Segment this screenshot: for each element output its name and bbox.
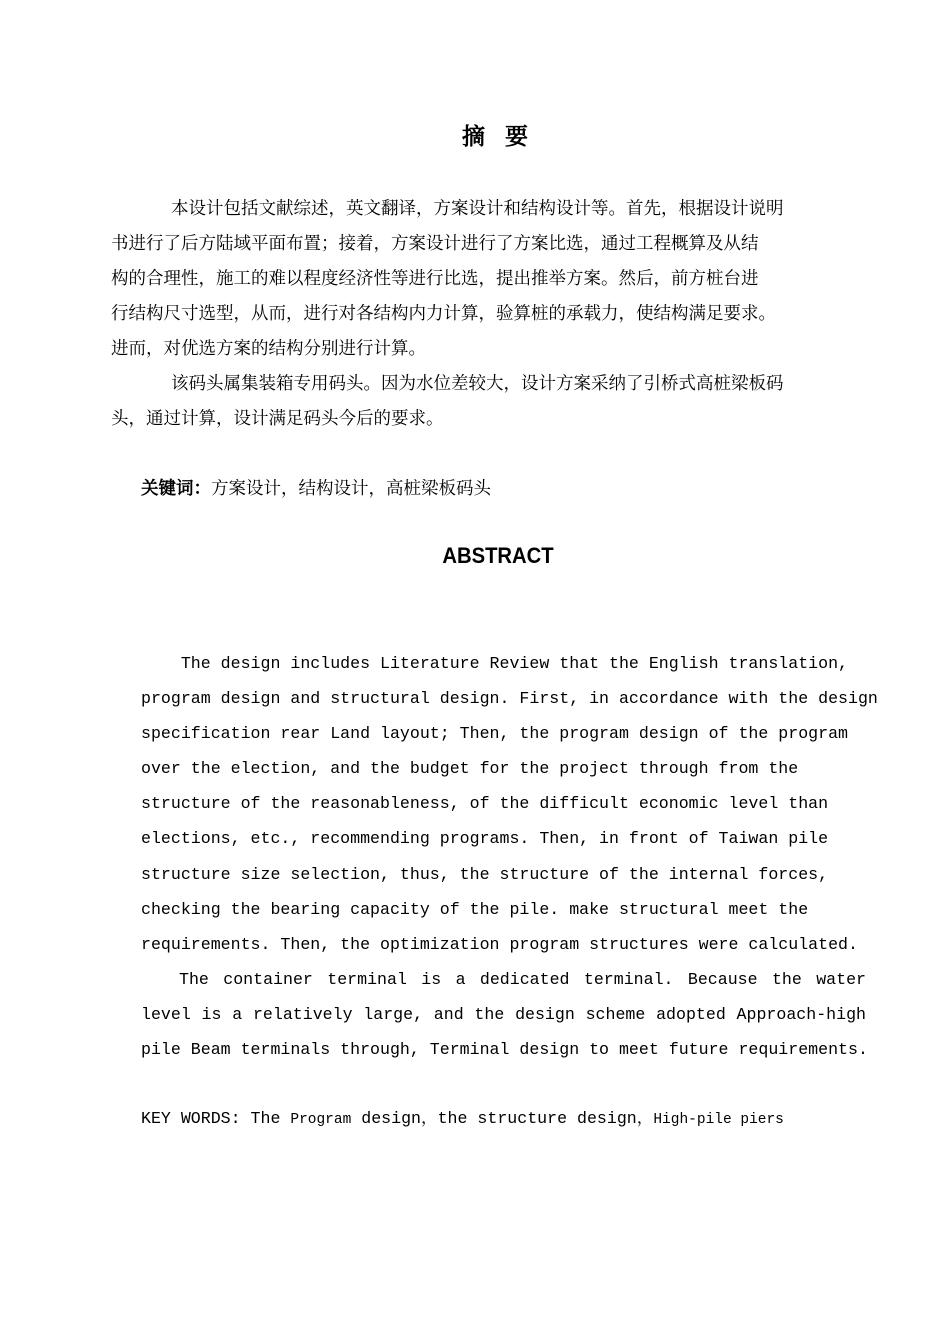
en-keywords-label: KEY WORDS: The [141, 1109, 291, 1128]
en-p1-line-4: over the election, and the budget for the project through from the [141, 759, 799, 779]
en-p1-line-2: program design and structural design. First, in accordance with the design [141, 689, 878, 709]
cn-paragraph-2 [111, 367, 866, 437]
en-keywords-part3: High-pile piers [653, 1112, 784, 1128]
cn-keywords-text: 方案设计，结构设计，高桩梁板码头 [211, 479, 491, 499]
en-keywords [141, 1104, 866, 1135]
en-p1-line-6: elections, etc., recommending programs. Then, in front of Taiwan pile [141, 829, 829, 849]
cn-abstract-body [111, 192, 866, 437]
cn-keywords [141, 474, 866, 504]
en-keywords-part2: design，the structure design， [351, 1109, 654, 1128]
en-p2-line-2: level is a relatively large, and the design scheme adopted Approach-high [141, 1004, 866, 1024]
en-abstract-title: ABSTRACT [442, 543, 554, 568]
en-keywords-part1: Program [290, 1112, 352, 1128]
cn-abstract-title: 摘 要 [461, 124, 534, 150]
cn-paragraph-1 [111, 192, 866, 367]
cn-p2-line-2: 头，通过计算，设计满足码头今后的要求。 [111, 409, 444, 429]
en-p1-line-7: structure size selection, thus, the structure of the internal forces, [141, 864, 829, 884]
en-p1-line-9: requirements. Then, the optimization program structures were calculated. [141, 934, 858, 954]
cn-p2-line-1: 该码头属集装箱专用码头。因为水位差较大，设计方案采纳了引桥式高桩梁板码 [171, 374, 784, 394]
cn-p1-line-2: 书进行了后方陆域平面布置；接着，方案设计进行了方案比选，通过工程概算及从结 [111, 234, 759, 254]
cn-p1-line-3: 构的合理性，施工的难以程度经济性等进行比选，提出推举方案。然后，前方桩台进 [111, 269, 759, 289]
cn-p1-line-4: 行结构尺寸选型，从而，进行对各结构内力计算，验算桩的承载力，使结构满足要求。 [111, 304, 776, 324]
en-p1-line-8: checking the bearing capacity of the pile. make structural meet the [141, 899, 809, 919]
en-p1-line-5: structure of the reasonableness, of the difficult economic level than [141, 794, 829, 814]
en-p1-line-1: The design includes Literature Review that the English translation, [141, 654, 849, 673]
en-p1-line-3: specification rear Land layout; Then, the program design of the program [141, 724, 849, 744]
en-p2-line-1: The container terminal is a dedicated terminal. Because the water [179, 969, 866, 989]
cn-p1-line-5: 进而，对优选方案的结构分别进行计算。 [111, 339, 426, 359]
en-abstract-body [141, 646, 878, 1067]
cn-keywords-label: 关键词： [141, 479, 211, 499]
cn-p1-line-1: 本设计包括文献综述，英文翻译，方案设计和结构设计等。首先，根据设计说明 [171, 199, 784, 219]
en-p2-line-3: pile Beam terminals through, Terminal design to meet future requirements. [141, 1040, 868, 1060]
